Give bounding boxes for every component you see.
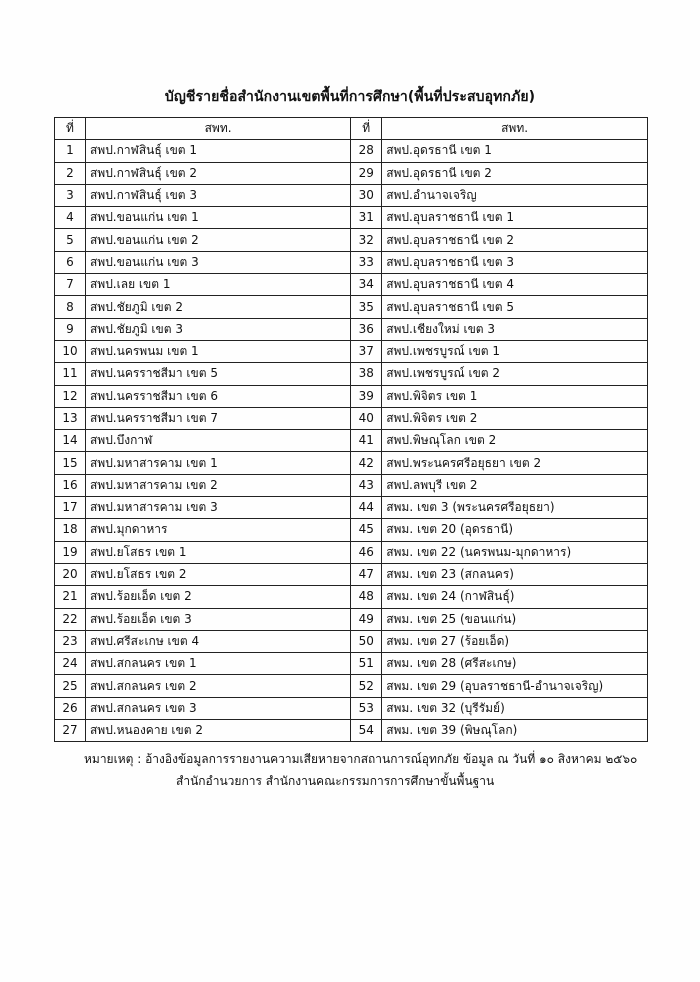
office-name-left: สพป.สกลนคร เขต 3 <box>85 697 350 719</box>
row-number-right: 32 <box>351 229 382 251</box>
office-name-right: สพป.อุดรธานี เขต 2 <box>382 162 648 184</box>
row-number-right: 47 <box>351 563 382 585</box>
office-name-right: สพป.พิจิตร เขต 2 <box>382 407 648 429</box>
table-row <box>55 653 648 675</box>
row-number-right: 52 <box>351 675 382 697</box>
office-name-right: สพม. เขต 32 (บุรีรัมย์) <box>382 697 648 719</box>
row-number-right: 45 <box>351 519 382 541</box>
office-name-left: สพป.ชัยภูมิ เขต 2 <box>85 296 350 318</box>
office-name-left: สพป.บึงกาฬ <box>85 430 350 452</box>
row-number-left: 7 <box>55 274 86 296</box>
row-number-left: 4 <box>55 207 86 229</box>
office-name-right: สพม. เขต 24 (กาฬสินธุ์) <box>382 586 648 608</box>
table-row <box>55 318 648 340</box>
table-row <box>55 430 648 452</box>
row-number-right: 49 <box>351 608 382 630</box>
table-row <box>55 207 648 229</box>
row-number-right: 30 <box>351 184 382 206</box>
footnote-label: หมายเหตุ : <box>84 752 142 766</box>
office-name-right: สพป.พิจิตร เขต 1 <box>382 385 648 407</box>
office-name-right: สพป.เชียงใหม่ เขต 3 <box>382 318 648 340</box>
header-office-right: สพท. <box>382 118 648 140</box>
office-name-right: สพป.ลพบุรี เขต 2 <box>382 474 648 496</box>
office-name-left: สพป.สกลนคร เขต 2 <box>85 675 350 697</box>
document-title: บัญชีรายชื่อสำนักงานเขตพื้นที่การศึกษา(พื้นที่ประสบอุทกภัย) <box>164 89 536 105</box>
table-row <box>55 720 648 742</box>
row-number-right: 46 <box>351 541 382 563</box>
row-number-left: 6 <box>55 251 86 273</box>
row-number-left: 24 <box>55 653 86 675</box>
row-number-left: 21 <box>55 586 86 608</box>
table-row <box>55 274 648 296</box>
row-number-left: 12 <box>55 385 86 407</box>
row-number-left: 22 <box>55 608 86 630</box>
header-office-left: สพท. <box>85 118 350 140</box>
office-name-left: สพป.ขอนแก่น เขต 2 <box>85 229 350 251</box>
row-number-right: 29 <box>351 162 382 184</box>
row-number-left: 19 <box>55 541 86 563</box>
office-name-right: สพป.อุบลราชธานี เขต 5 <box>382 296 648 318</box>
row-number-right: 54 <box>351 720 382 742</box>
office-name-right: สพม. เขต 27 (ร้อยเอ็ด) <box>382 630 648 652</box>
office-name-left: สพป.ร้อยเอ็ด เขต 3 <box>85 608 350 630</box>
office-name-right: สพม. เขต 22 (นครพนม-มุกดาหาร) <box>382 541 648 563</box>
row-number-right: 38 <box>351 363 382 385</box>
row-number-left: 25 <box>55 675 86 697</box>
office-name-left: สพป.มหาสารคาม เขต 3 <box>85 497 350 519</box>
row-number-right: 41 <box>351 430 382 452</box>
office-name-left: สพป.นครราชสีมา เขต 7 <box>85 407 350 429</box>
row-number-right: 50 <box>351 630 382 652</box>
office-name-right: สพม. เขต 28 (ศรีสะเกษ) <box>382 653 648 675</box>
table-row <box>55 452 648 474</box>
row-number-left: 27 <box>55 720 86 742</box>
office-name-right: สพป.อุบลราชธานี เขต 1 <box>382 207 648 229</box>
office-name-right: สพป.พระนครศรีอยุธยา เขต 2 <box>382 452 648 474</box>
row-number-right: 44 <box>351 497 382 519</box>
row-number-right: 36 <box>351 318 382 340</box>
office-name-left: สพป.กาฬสินธุ์ เขต 2 <box>85 162 350 184</box>
row-number-left: 2 <box>55 162 86 184</box>
footnote-text: อ้างอิงข้อมูลการรายงานความเสียหายจากสถานการณ์อุทกภัย ข้อมูล ณ วันที่ ๑๐ สิงหาคม ๒๕๖๐ <box>145 752 638 766</box>
office-name-right: สพป.เพชรบูรณ์ เขต 2 <box>382 363 648 385</box>
footnote <box>84 748 637 792</box>
office-name-left: สพป.นครราชสีมา เขต 5 <box>85 363 350 385</box>
table-row <box>55 586 648 608</box>
table-row <box>55 407 648 429</box>
office-name-left: สพป.มุกดาหาร <box>85 519 350 541</box>
office-name-right: สพป.พิษณุโลก เขต 2 <box>382 430 648 452</box>
row-number-right: 37 <box>351 340 382 362</box>
footnote-line-2: สำนักอำนวยการ สำนักงานคณะกรรมการการศึกษาขั้นพื้นฐาน <box>176 774 495 788</box>
row-number-left: 23 <box>55 630 86 652</box>
row-number-left: 17 <box>55 497 86 519</box>
office-name-left: สพป.ร้อยเอ็ด เขต 2 <box>85 586 350 608</box>
office-name-right: สพม. เขต 3 (พระนครศรีอยุธยา) <box>382 497 648 519</box>
office-name-right: สพป.อำนาจเจริญ <box>382 184 648 206</box>
table-row <box>55 474 648 496</box>
row-number-left: 20 <box>55 563 86 585</box>
table-row <box>55 608 648 630</box>
office-name-right: สพม. เขต 39 (พิษณุโลก) <box>382 720 648 742</box>
table-row <box>55 363 648 385</box>
row-number-left: 26 <box>55 697 86 719</box>
office-name-right: สพม. เขต 29 (อุบลราชธานี-อำนาจเจริญ) <box>382 675 648 697</box>
office-name-left: สพป.นครราชสีมา เขต 6 <box>85 385 350 407</box>
table-row <box>55 296 648 318</box>
table-row <box>55 541 648 563</box>
table-row <box>55 140 648 162</box>
table-body <box>55 140 648 742</box>
table-row <box>55 697 648 719</box>
table-row <box>55 340 648 362</box>
row-number-left: 15 <box>55 452 86 474</box>
row-number-left: 11 <box>55 363 86 385</box>
office-name-left: สพป.นครพนม เขต 1 <box>85 340 350 362</box>
office-name-left: สพป.กาฬสินธุ์ เขต 1 <box>85 140 350 162</box>
row-number-left: 13 <box>55 407 86 429</box>
office-name-left: สพป.ขอนแก่น เขต 1 <box>85 207 350 229</box>
row-number-right: 40 <box>351 407 382 429</box>
row-number-left: 1 <box>55 140 86 162</box>
office-name-right: สพป.อุบลราชธานี เขต 3 <box>382 251 648 273</box>
row-number-right: 35 <box>351 296 382 318</box>
office-name-right: สพป.อุดรธานี เขต 1 <box>382 140 648 162</box>
office-name-right: สพม. เขต 20 (อุดรธานี) <box>382 519 648 541</box>
footnote-line-1 <box>84 748 637 770</box>
office-name-left: สพป.ยโสธร เขต 2 <box>85 563 350 585</box>
row-number-right: 28 <box>351 140 382 162</box>
row-number-right: 48 <box>351 586 382 608</box>
row-number-right: 43 <box>351 474 382 496</box>
row-number-left: 18 <box>55 519 86 541</box>
row-number-right: 39 <box>351 385 382 407</box>
row-number-left: 3 <box>55 184 86 206</box>
table-row <box>55 184 648 206</box>
office-name-left: สพป.หนองคาย เขต 2 <box>85 720 350 742</box>
header-no-left: ที่ <box>55 118 86 140</box>
row-number-left: 10 <box>55 340 86 362</box>
office-name-left: สพป.ยโสธร เขต 1 <box>85 541 350 563</box>
table-row <box>55 385 648 407</box>
office-name-left: สพป.ขอนแก่น เขต 3 <box>85 251 350 273</box>
table-row <box>55 563 648 585</box>
table-row <box>55 630 648 652</box>
office-name-left: สพป.กาฬสินธุ์ เขต 3 <box>85 184 350 206</box>
row-number-left: 16 <box>55 474 86 496</box>
table-row <box>55 497 648 519</box>
table-row <box>55 162 648 184</box>
office-name-right: สพป.อุบลราชธานี เขต 2 <box>382 229 648 251</box>
row-number-right: 31 <box>351 207 382 229</box>
header-no-right: ที่ <box>351 118 382 140</box>
row-number-left: 5 <box>55 229 86 251</box>
office-list-table <box>54 117 648 742</box>
row-number-right: 42 <box>351 452 382 474</box>
office-name-left: สพป.ชัยภูมิ เขต 3 <box>85 318 350 340</box>
row-number-right: 33 <box>351 251 382 273</box>
office-name-left: สพป.สกลนคร เขต 1 <box>85 653 350 675</box>
table-row <box>55 251 648 273</box>
row-number-right: 53 <box>351 697 382 719</box>
row-number-left: 9 <box>55 318 86 340</box>
row-number-left: 14 <box>55 430 86 452</box>
office-name-right: สพม. เขต 25 (ขอนแก่น) <box>382 608 648 630</box>
table-row <box>55 519 648 541</box>
office-name-right: สพป.อุบลราชธานี เขต 4 <box>382 274 648 296</box>
row-number-right: 51 <box>351 653 382 675</box>
office-name-right: สพป.เพชรบูรณ์ เขต 1 <box>382 340 648 362</box>
office-name-left: สพป.มหาสารคาม เขต 2 <box>85 474 350 496</box>
office-name-left: สพป.มหาสารคาม เขต 1 <box>85 452 350 474</box>
office-name-left: สพป.ศรีสะเกษ เขต 4 <box>85 630 350 652</box>
table-header-row <box>55 118 648 140</box>
row-number-right: 34 <box>351 274 382 296</box>
table-row <box>55 229 648 251</box>
row-number-left: 8 <box>55 296 86 318</box>
office-name-left: สพป.เลย เขต 1 <box>85 274 350 296</box>
office-name-right: สพม. เขต 23 (สกลนคร) <box>382 563 648 585</box>
table-row <box>55 675 648 697</box>
